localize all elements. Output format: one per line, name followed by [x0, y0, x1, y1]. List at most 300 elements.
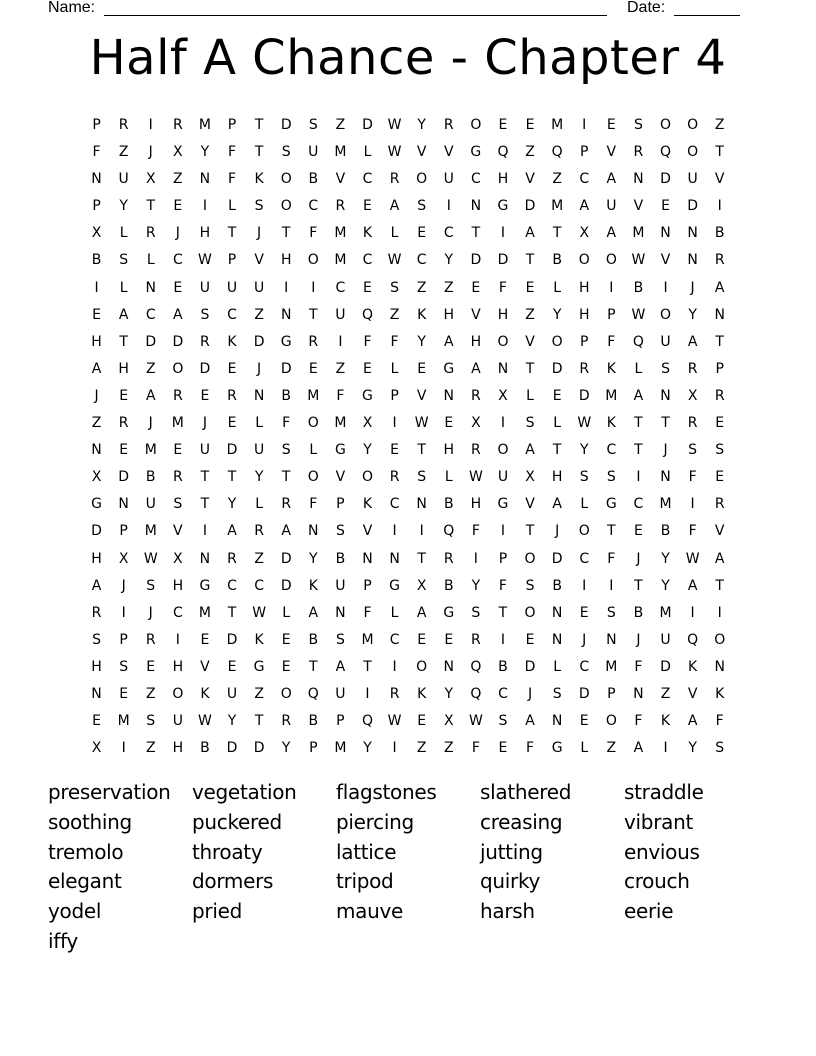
- grid-cell[interactable]: D: [660, 658, 671, 675]
- grid-cell[interactable]: W: [252, 604, 267, 621]
- grid-cell[interactable]: J: [690, 279, 695, 296]
- grid-cell[interactable]: U: [172, 713, 183, 730]
- grid-cell[interactable]: R: [145, 225, 156, 242]
- grid-cell[interactable]: Q: [497, 144, 509, 161]
- grid-cell[interactable]: S: [119, 658, 129, 675]
- grid-cell[interactable]: M: [605, 387, 618, 404]
- grid-cell[interactable]: O: [605, 252, 617, 269]
- grid-cell[interactable]: D: [280, 577, 292, 594]
- grid-cell[interactable]: D: [253, 333, 265, 350]
- grid-cell[interactable]: Z: [173, 171, 183, 188]
- grid-cell[interactable]: S: [281, 442, 291, 459]
- grid-cell[interactable]: O: [172, 685, 184, 702]
- grid-cell[interactable]: I: [392, 415, 397, 432]
- grid-cell[interactable]: I: [202, 523, 207, 540]
- grid-cell[interactable]: M: [198, 604, 211, 621]
- grid-cell[interactable]: C: [443, 225, 454, 242]
- grid-cell[interactable]: L: [309, 442, 318, 459]
- grid-cell[interactable]: S: [92, 631, 101, 648]
- grid-cell[interactable]: K: [200, 685, 210, 702]
- grid-cell[interactable]: R: [118, 117, 129, 133]
- grid-cell[interactable]: I: [473, 550, 478, 567]
- grid-cell[interactable]: A: [416, 604, 427, 621]
- grid-cell[interactable]: L: [228, 198, 236, 215]
- grid-cell[interactable]: N: [199, 171, 211, 188]
- grid-cell[interactable]: M: [551, 198, 564, 215]
- grid-cell[interactable]: F: [688, 469, 697, 486]
- grid-cell[interactable]: T: [309, 658, 318, 675]
- grid-cell[interactable]: N: [714, 658, 725, 675]
- grid-cell[interactable]: W: [387, 144, 402, 161]
- grid-cell[interactable]: Z: [254, 550, 264, 567]
- grid-cell[interactable]: D: [91, 523, 102, 540]
- grid-cell[interactable]: H: [280, 252, 292, 269]
- grid-cell[interactable]: O: [172, 360, 184, 377]
- grid-cell[interactable]: R: [172, 469, 183, 486]
- grid-cell[interactable]: Z: [443, 279, 454, 296]
- grid-cell[interactable]: Z: [525, 306, 535, 323]
- grid-cell[interactable]: Z: [606, 740, 617, 757]
- grid-cell[interactable]: N: [199, 550, 211, 567]
- grid-cell[interactable]: B: [714, 225, 725, 242]
- grid-cell[interactable]: K: [417, 306, 427, 323]
- grid-cell[interactable]: P: [92, 198, 101, 215]
- grid-cell[interactable]: Y: [444, 252, 454, 269]
- grid-cell[interactable]: L: [390, 225, 399, 242]
- grid-cell[interactable]: U: [335, 685, 346, 702]
- grid-cell[interactable]: H: [199, 225, 211, 242]
- grid-cell[interactable]: Q: [361, 713, 373, 730]
- grid-cell[interactable]: Z: [714, 117, 725, 133]
- grid-cell[interactable]: E: [552, 387, 562, 404]
- grid-cell[interactable]: S: [552, 685, 562, 702]
- grid-cell[interactable]: D: [524, 198, 536, 215]
- grid-cell[interactable]: V: [335, 469, 346, 486]
- grid-cell[interactable]: W: [198, 713, 212, 730]
- grid-cell[interactable]: E: [363, 360, 372, 377]
- grid-cell[interactable]: M: [551, 117, 564, 133]
- grid-cell[interactable]: J: [202, 415, 207, 432]
- grid-cell[interactable]: X: [173, 144, 183, 161]
- grid-cell[interactable]: U: [145, 496, 156, 513]
- grid-cell[interactable]: K: [254, 631, 264, 648]
- grid-cell[interactable]: E: [173, 279, 183, 296]
- grid-cell[interactable]: C: [606, 442, 617, 459]
- grid-cell[interactable]: T: [254, 713, 264, 730]
- grid-cell[interactable]: X: [362, 415, 373, 432]
- grid-cell[interactable]: O: [470, 117, 482, 133]
- grid-cell[interactable]: U: [335, 306, 346, 323]
- grid-cell[interactable]: Q: [632, 333, 644, 350]
- grid-cell[interactable]: C: [362, 171, 373, 188]
- grid-cell[interactable]: H: [91, 658, 102, 675]
- grid-cell[interactable]: Y: [688, 306, 697, 323]
- grid-cell[interactable]: T: [552, 225, 562, 242]
- grid-cell[interactable]: O: [687, 144, 699, 161]
- grid-cell[interactable]: A: [606, 225, 617, 242]
- grid-cell[interactable]: R: [254, 523, 264, 540]
- grid-cell[interactable]: D: [118, 469, 130, 486]
- grid-cell[interactable]: N: [660, 469, 671, 486]
- grid-cell[interactable]: Z: [552, 171, 562, 188]
- grid-cell[interactable]: E: [390, 442, 399, 459]
- grid-cell[interactable]: X: [443, 713, 454, 730]
- grid-cell[interactable]: E: [525, 117, 535, 133]
- grid-cell[interactable]: R: [389, 171, 400, 188]
- grid-cell[interactable]: R: [335, 198, 346, 215]
- grid-cell[interactable]: Y: [363, 442, 372, 459]
- grid-cell[interactable]: O: [416, 171, 428, 188]
- grid-cell[interactable]: A: [471, 360, 481, 377]
- grid-cell[interactable]: T: [715, 333, 724, 350]
- grid-cell[interactable]: A: [714, 279, 725, 296]
- grid-cell[interactable]: O: [497, 442, 509, 459]
- grid-cell[interactable]: R: [118, 415, 129, 432]
- grid-cell[interactable]: Y: [417, 117, 426, 133]
- grid-cell[interactable]: G: [551, 740, 563, 757]
- grid-cell[interactable]: Z: [389, 306, 400, 323]
- grid-cell[interactable]: N: [551, 604, 563, 621]
- grid-cell[interactable]: E: [417, 713, 427, 730]
- grid-cell[interactable]: C: [579, 550, 590, 567]
- grid-cell[interactable]: T: [471, 225, 481, 242]
- grid-cell[interactable]: V: [443, 144, 454, 161]
- grid-cell[interactable]: C: [254, 577, 264, 594]
- grid-cell[interactable]: E: [444, 415, 454, 432]
- grid-cell[interactable]: J: [636, 631, 641, 648]
- grid-cell[interactable]: X: [173, 550, 183, 567]
- grid-cell[interactable]: C: [172, 252, 183, 269]
- grid-cell[interactable]: T: [552, 442, 562, 459]
- grid-cell[interactable]: Q: [307, 685, 319, 702]
- grid-cell[interactable]: G: [334, 442, 346, 459]
- grid-cell[interactable]: R: [145, 631, 156, 648]
- grid-cell[interactable]: B: [308, 171, 319, 188]
- grid-cell[interactable]: Y: [417, 333, 426, 350]
- grid-cell[interactable]: T: [417, 550, 426, 567]
- grid-cell[interactable]: V: [254, 252, 264, 269]
- grid-cell[interactable]: Y: [552, 306, 562, 323]
- grid-cell[interactable]: R: [470, 387, 481, 404]
- grid-cell[interactable]: M: [117, 713, 130, 730]
- grid-cell[interactable]: E: [227, 360, 237, 377]
- grid-cell[interactable]: S: [633, 117, 643, 133]
- grid-cell[interactable]: F: [282, 415, 291, 432]
- grid-cell[interactable]: N: [389, 550, 400, 567]
- grid-cell[interactable]: Y: [579, 442, 589, 459]
- grid-cell[interactable]: S: [471, 604, 481, 621]
- grid-cell[interactable]: E: [308, 360, 318, 377]
- grid-cell[interactable]: I: [500, 631, 506, 648]
- grid-cell[interactable]: R: [470, 631, 481, 648]
- grid-cell[interactable]: R: [200, 333, 210, 350]
- grid-cell[interactable]: T: [363, 658, 372, 675]
- grid-cell[interactable]: Y: [661, 550, 670, 567]
- grid-cell[interactable]: L: [444, 469, 453, 486]
- grid-cell[interactable]: B: [633, 279, 644, 296]
- grid-cell[interactable]: W: [198, 252, 212, 269]
- grid-cell[interactable]: B: [200, 740, 210, 757]
- grid-cell[interactable]: R: [227, 550, 237, 567]
- grid-cell[interactable]: H: [578, 279, 590, 296]
- grid-cell[interactable]: Z: [416, 279, 427, 296]
- grid-cell[interactable]: T: [525, 523, 535, 540]
- grid-cell[interactable]: V: [714, 523, 725, 540]
- grid-cell[interactable]: T: [200, 496, 210, 513]
- grid-cell[interactable]: J: [148, 144, 153, 161]
- grid-cell[interactable]: S: [715, 740, 725, 757]
- grid-cell[interactable]: D: [226, 442, 238, 459]
- grid-cell[interactable]: V: [633, 198, 644, 215]
- grid-cell[interactable]: L: [526, 387, 534, 404]
- grid-cell[interactable]: H: [578, 306, 590, 323]
- grid-cell[interactable]: U: [253, 442, 265, 459]
- grid-cell[interactable]: P: [715, 360, 724, 377]
- grid-cell[interactable]: J: [148, 415, 153, 432]
- grid-cell[interactable]: C: [579, 171, 590, 188]
- grid-cell[interactable]: L: [580, 740, 589, 757]
- grid-cell[interactable]: R: [470, 442, 481, 459]
- grid-cell[interactable]: T: [146, 198, 156, 215]
- grid-cell[interactable]: F: [634, 658, 643, 675]
- grid-cell[interactable]: C: [498, 685, 508, 702]
- grid-cell[interactable]: K: [227, 333, 237, 350]
- grid-cell[interactable]: F: [336, 387, 345, 404]
- grid-cell[interactable]: I: [663, 279, 668, 296]
- grid-cell[interactable]: S: [308, 117, 318, 133]
- grid-cell[interactable]: H: [172, 658, 184, 675]
- grid-cell[interactable]: E: [119, 442, 129, 459]
- grid-cell[interactable]: S: [146, 577, 156, 594]
- grid-cell[interactable]: N: [91, 442, 102, 459]
- grid-cell[interactable]: D: [470, 252, 482, 269]
- grid-cell[interactable]: X: [118, 550, 129, 567]
- grid-cell[interactable]: G: [389, 577, 400, 594]
- grid-cell[interactable]: U: [606, 198, 617, 215]
- grid-cell[interactable]: O: [714, 631, 726, 648]
- grid-cell[interactable]: E: [227, 415, 237, 432]
- grid-cell[interactable]: I: [582, 577, 587, 594]
- grid-cell[interactable]: J: [555, 523, 560, 540]
- grid-cell[interactable]: N: [335, 604, 346, 621]
- grid-cell[interactable]: S: [173, 496, 183, 513]
- grid-cell[interactable]: O: [497, 333, 509, 350]
- grid-cell[interactable]: Q: [660, 144, 672, 161]
- grid-cell[interactable]: A: [443, 333, 454, 350]
- grid-cell[interactable]: Y: [363, 740, 372, 757]
- grid-cell[interactable]: I: [500, 225, 506, 242]
- grid-cell[interactable]: T: [281, 225, 291, 242]
- grid-cell[interactable]: I: [663, 740, 668, 757]
- grid-cell[interactable]: U: [335, 577, 346, 594]
- grid-cell[interactable]: A: [335, 658, 346, 675]
- grid-cell[interactable]: E: [363, 279, 372, 296]
- grid-cell[interactable]: F: [526, 740, 535, 757]
- grid-cell[interactable]: P: [227, 117, 237, 133]
- grid-cell[interactable]: M: [307, 387, 320, 404]
- grid-cell[interactable]: Z: [145, 685, 156, 702]
- grid-cell[interactable]: K: [606, 415, 616, 432]
- grid-cell[interactable]: S: [688, 442, 698, 459]
- grid-cell[interactable]: R: [172, 117, 183, 133]
- grid-cell[interactable]: J: [636, 550, 641, 567]
- grid-cell[interactable]: K: [362, 225, 373, 242]
- grid-cell[interactable]: O: [524, 550, 536, 567]
- grid-cell[interactable]: S: [661, 360, 670, 377]
- grid-cell[interactable]: D: [578, 685, 590, 702]
- grid-cell[interactable]: S: [146, 713, 156, 730]
- grid-cell[interactable]: J: [663, 442, 668, 459]
- grid-cell[interactable]: H: [91, 550, 102, 567]
- grid-cell[interactable]: I: [311, 279, 316, 296]
- grid-cell[interactable]: T: [525, 360, 535, 377]
- grid-cell[interactable]: Q: [443, 523, 455, 540]
- grid-cell[interactable]: N: [497, 360, 509, 377]
- grid-cell[interactable]: G: [497, 198, 509, 215]
- grid-cell[interactable]: M: [361, 631, 374, 648]
- grid-cell[interactable]: V: [335, 171, 346, 188]
- grid-cell[interactable]: U: [497, 469, 509, 486]
- grid-cell[interactable]: E: [417, 631, 427, 648]
- grid-cell[interactable]: V: [362, 523, 373, 540]
- grid-cell[interactable]: L: [255, 496, 264, 513]
- grid-cell[interactable]: N: [714, 306, 725, 323]
- grid-cell[interactable]: P: [119, 523, 128, 540]
- grid-cell[interactable]: S: [390, 279, 400, 296]
- grid-cell[interactable]: I: [338, 333, 343, 350]
- grid-cell[interactable]: J: [94, 387, 99, 404]
- grid-cell[interactable]: I: [636, 469, 641, 486]
- grid-cell[interactable]: A: [145, 387, 156, 404]
- grid-cell[interactable]: N: [660, 225, 671, 242]
- grid-cell[interactable]: P: [92, 117, 101, 133]
- grid-cell[interactable]: E: [119, 387, 129, 404]
- grid-cell[interactable]: D: [524, 658, 536, 675]
- grid-cell[interactable]: Y: [688, 740, 697, 757]
- grid-cell[interactable]: U: [253, 279, 265, 296]
- grid-cell[interactable]: N: [91, 685, 102, 702]
- grid-cell[interactable]: F: [498, 279, 507, 296]
- grid-cell[interactable]: H: [497, 171, 509, 188]
- grid-cell[interactable]: E: [525, 279, 535, 296]
- grid-cell[interactable]: A: [525, 442, 535, 459]
- grid-cell[interactable]: N: [551, 713, 563, 730]
- grid-cell[interactable]: X: [525, 469, 535, 486]
- grid-cell[interactable]: B: [308, 713, 319, 730]
- grid-cell[interactable]: Z: [416, 740, 427, 757]
- grid-cell[interactable]: S: [254, 198, 264, 215]
- grid-cell[interactable]: T: [634, 442, 643, 459]
- grid-cell[interactable]: E: [173, 442, 183, 459]
- grid-cell[interactable]: U: [660, 333, 671, 350]
- grid-cell[interactable]: F: [390, 333, 399, 350]
- grid-cell[interactable]: M: [659, 496, 672, 513]
- grid-cell[interactable]: I: [284, 279, 289, 296]
- grid-cell[interactable]: N: [145, 279, 156, 296]
- grid-cell[interactable]: C: [227, 306, 237, 323]
- grid-cell[interactable]: F: [309, 496, 318, 513]
- grid-cell[interactable]: A: [91, 360, 102, 377]
- grid-cell[interactable]: A: [389, 198, 400, 215]
- grid-cell[interactable]: G: [443, 360, 455, 377]
- grid-cell[interactable]: I: [446, 198, 451, 215]
- grid-cell[interactable]: L: [390, 360, 399, 377]
- grid-cell[interactable]: C: [145, 306, 156, 323]
- grid-cell[interactable]: C: [389, 496, 400, 513]
- grid-cell[interactable]: L: [634, 360, 643, 377]
- grid-cell[interactable]: R: [714, 496, 725, 513]
- grid-cell[interactable]: A: [633, 740, 644, 757]
- grid-cell[interactable]: B: [281, 387, 291, 404]
- grid-cell[interactable]: H: [470, 333, 482, 350]
- grid-cell[interactable]: C: [362, 252, 373, 269]
- grid-cell[interactable]: R: [281, 496, 292, 513]
- grid-cell[interactable]: Y: [200, 144, 210, 161]
- grid-cell[interactable]: D: [145, 333, 157, 350]
- grid-cell[interactable]: A: [552, 496, 562, 513]
- grid-cell[interactable]: D: [280, 360, 292, 377]
- grid-cell[interactable]: D: [280, 550, 292, 567]
- grid-cell[interactable]: Q: [687, 631, 699, 648]
- grid-cell[interactable]: J: [175, 225, 180, 242]
- grid-cell[interactable]: E: [227, 658, 237, 675]
- grid-cell[interactable]: K: [715, 685, 725, 702]
- grid-cell[interactable]: L: [146, 252, 155, 269]
- grid-cell[interactable]: S: [417, 469, 427, 486]
- grid-cell[interactable]: H: [551, 469, 563, 486]
- grid-cell[interactable]: D: [280, 117, 292, 133]
- grid-cell[interactable]: N: [551, 631, 563, 648]
- grid-cell[interactable]: Z: [145, 740, 156, 757]
- grid-cell[interactable]: F: [471, 740, 480, 757]
- grid-cell[interactable]: F: [715, 713, 724, 730]
- grid-cell[interactable]: P: [119, 631, 128, 648]
- grid-cell[interactable]: B: [660, 523, 671, 540]
- grid-cell[interactable]: W: [468, 713, 483, 730]
- grid-cell[interactable]: A: [579, 198, 590, 215]
- grid-cell[interactable]: R: [389, 685, 400, 702]
- grid-cell[interactable]: U: [687, 171, 698, 188]
- grid-cell[interactable]: N: [443, 658, 454, 675]
- grid-cell[interactable]: E: [444, 631, 454, 648]
- grid-cell[interactable]: R: [443, 550, 454, 567]
- grid-cell[interactable]: U: [226, 685, 238, 702]
- grid-cell[interactable]: N: [253, 387, 265, 404]
- grid-cell[interactable]: X: [498, 387, 508, 404]
- grid-cell[interactable]: P: [580, 333, 589, 350]
- grid-cell[interactable]: B: [443, 577, 454, 594]
- grid-cell[interactable]: O: [307, 415, 319, 432]
- grid-cell[interactable]: T: [119, 333, 128, 350]
- grid-cell[interactable]: U: [308, 144, 319, 161]
- grid-cell[interactable]: A: [714, 550, 725, 567]
- grid-cell[interactable]: X: [91, 469, 102, 486]
- grid-cell[interactable]: M: [144, 442, 157, 459]
- grid-cell[interactable]: U: [443, 171, 454, 188]
- grid-cell[interactable]: Z: [254, 685, 264, 702]
- grid-cell[interactable]: Z: [118, 144, 129, 161]
- grid-cell[interactable]: L: [580, 496, 589, 513]
- grid-cell[interactable]: Q: [470, 658, 482, 675]
- grid-cell[interactable]: E: [281, 631, 291, 648]
- grid-cell[interactable]: B: [308, 631, 319, 648]
- grid-cell[interactable]: B: [498, 658, 508, 675]
- grid-cell[interactable]: J: [257, 360, 262, 377]
- grid-cell[interactable]: V: [525, 171, 535, 188]
- grid-cell[interactable]: Y: [227, 713, 237, 730]
- grid-cell[interactable]: O: [416, 658, 428, 675]
- grid-cell[interactable]: N: [660, 387, 671, 404]
